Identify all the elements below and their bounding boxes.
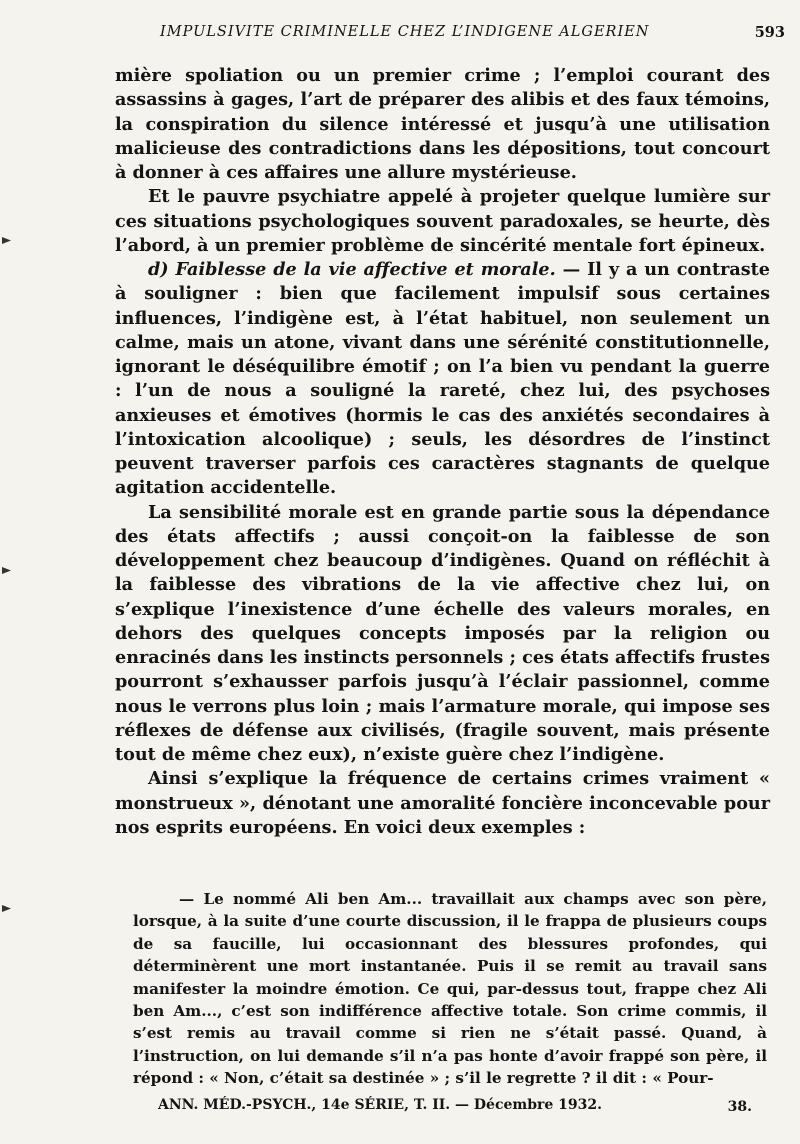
paragraph-5: Ainsi s’explique la fréquence de certains crimes vraiment « monstrueux », dénotant une amoralité foncière inconcevable pour nos esprits européens. En voici deux exemples : xyxy=(115,768,770,838)
section-text: — Il y a un contraste à souligner : bien que facilement impulsif sous certaines influences, l’indigène est, à l’état habituel, non seulement un calme, mais un atone, vivant dans une sérénité constitutionnelle, ignorant le déséquilibre émotif ; on l’a bien vu pendant la guerre : l’un de nous a souligné la rareté, chez lui, des psychoses anxieuses et émotives (hormis le cas des anxiétés secondaires à l’intoxication alcoolique) ; seuls, les désordres de l’instinct peuvent traverser parfois ces caractères stagnants de quelque agitation accidentelle. xyxy=(115,259,770,499)
page-footer xyxy=(158,1097,752,1113)
margin-arrow-icon xyxy=(2,904,11,913)
body-text xyxy=(115,64,770,840)
paragraph-4: La sensibilité morale est en grande partie sous la dépendance des états affectifs ; aussi conçoit-on la faiblesse de son développement chez beaucoup d’indigènes. Quand on réfléchit à la faiblesse des vibrations de la vie affective chez lui, on s’explique l’inexistence d’une échelle des valeurs morales, en dehors des quelques concepts imposés par la religion ou enracinés dans les instincts personnels ; ces états affectifs frustes pourront s’exhausser parfois jusqu’à l’éclair passionnel, comme nous le verrons plus loin ; mais l’armature morale, qui impose ses réflexes de défense aux civilisés, (fragile souvent, mais présente tout de même chez eux), n’existe guère chez l’indigène. xyxy=(115,501,770,765)
running-title: IMPULSIVITE CRIMINELLE CHEZ L’INDIGENE ALGERIEN xyxy=(160,24,650,40)
page-number: 593 xyxy=(754,24,785,41)
section-heading: d) Faiblesse de la vie affective et morale. xyxy=(148,259,556,280)
running-header xyxy=(160,24,785,40)
footer-citation: ANN. MÉD.-PSYCH., 14e SÉRIE, T. II. — Décembre 1932. xyxy=(158,1097,602,1113)
paragraph-1: mière spoliation ou un premier crime ; l’emploi courant des assassins à gages, l’art de préparer des alibis et des faux témoins, la conspiration du silence intéressé et jusqu’à une utilisation malicieuse des contradictions dans les dépositions, tout concourt à donner à ces affaires une allure mystérieuse. xyxy=(115,65,770,183)
paragraph-2: Et le pauvre psychiatre appelé à projeter quelque lumière sur ces situations psychologiques souvent paradoxales, se heurte, dès l’abord, à un premier problème de sincérité mentale fort épineux. xyxy=(115,186,770,256)
case-example-text: — Le nommé Ali ben Am... travaillait aux champs avec son père, lorsque, à la suite d’une courte discussion, il le frappa de plusieurs coups de sa faucille, lui occasionnant des blessures profondes, qui déterminèrent une mort instantanée. Puis il se remit au travail sans manifester la moindre émotion. Ce qui, par-dessus tout, frappe chez Ali ben Am..., c’est son indifférence affective totale. Son crime commis, il s’est remis au travail comme si rien ne s’était passé. Quand, à l’instruction, on lui demande s’il n’a pas honte d’avoir frappé son père, il répond : « Non, c’était sa destinée » ; s’il le regrette ? il dit : « Pour- xyxy=(133,890,767,1088)
margin-arrow-icon xyxy=(2,236,11,245)
paragraph-3 xyxy=(115,258,770,501)
margin-arrow-icon xyxy=(2,566,11,575)
case-example xyxy=(133,888,767,1090)
signature-number: 38. xyxy=(727,1099,752,1115)
